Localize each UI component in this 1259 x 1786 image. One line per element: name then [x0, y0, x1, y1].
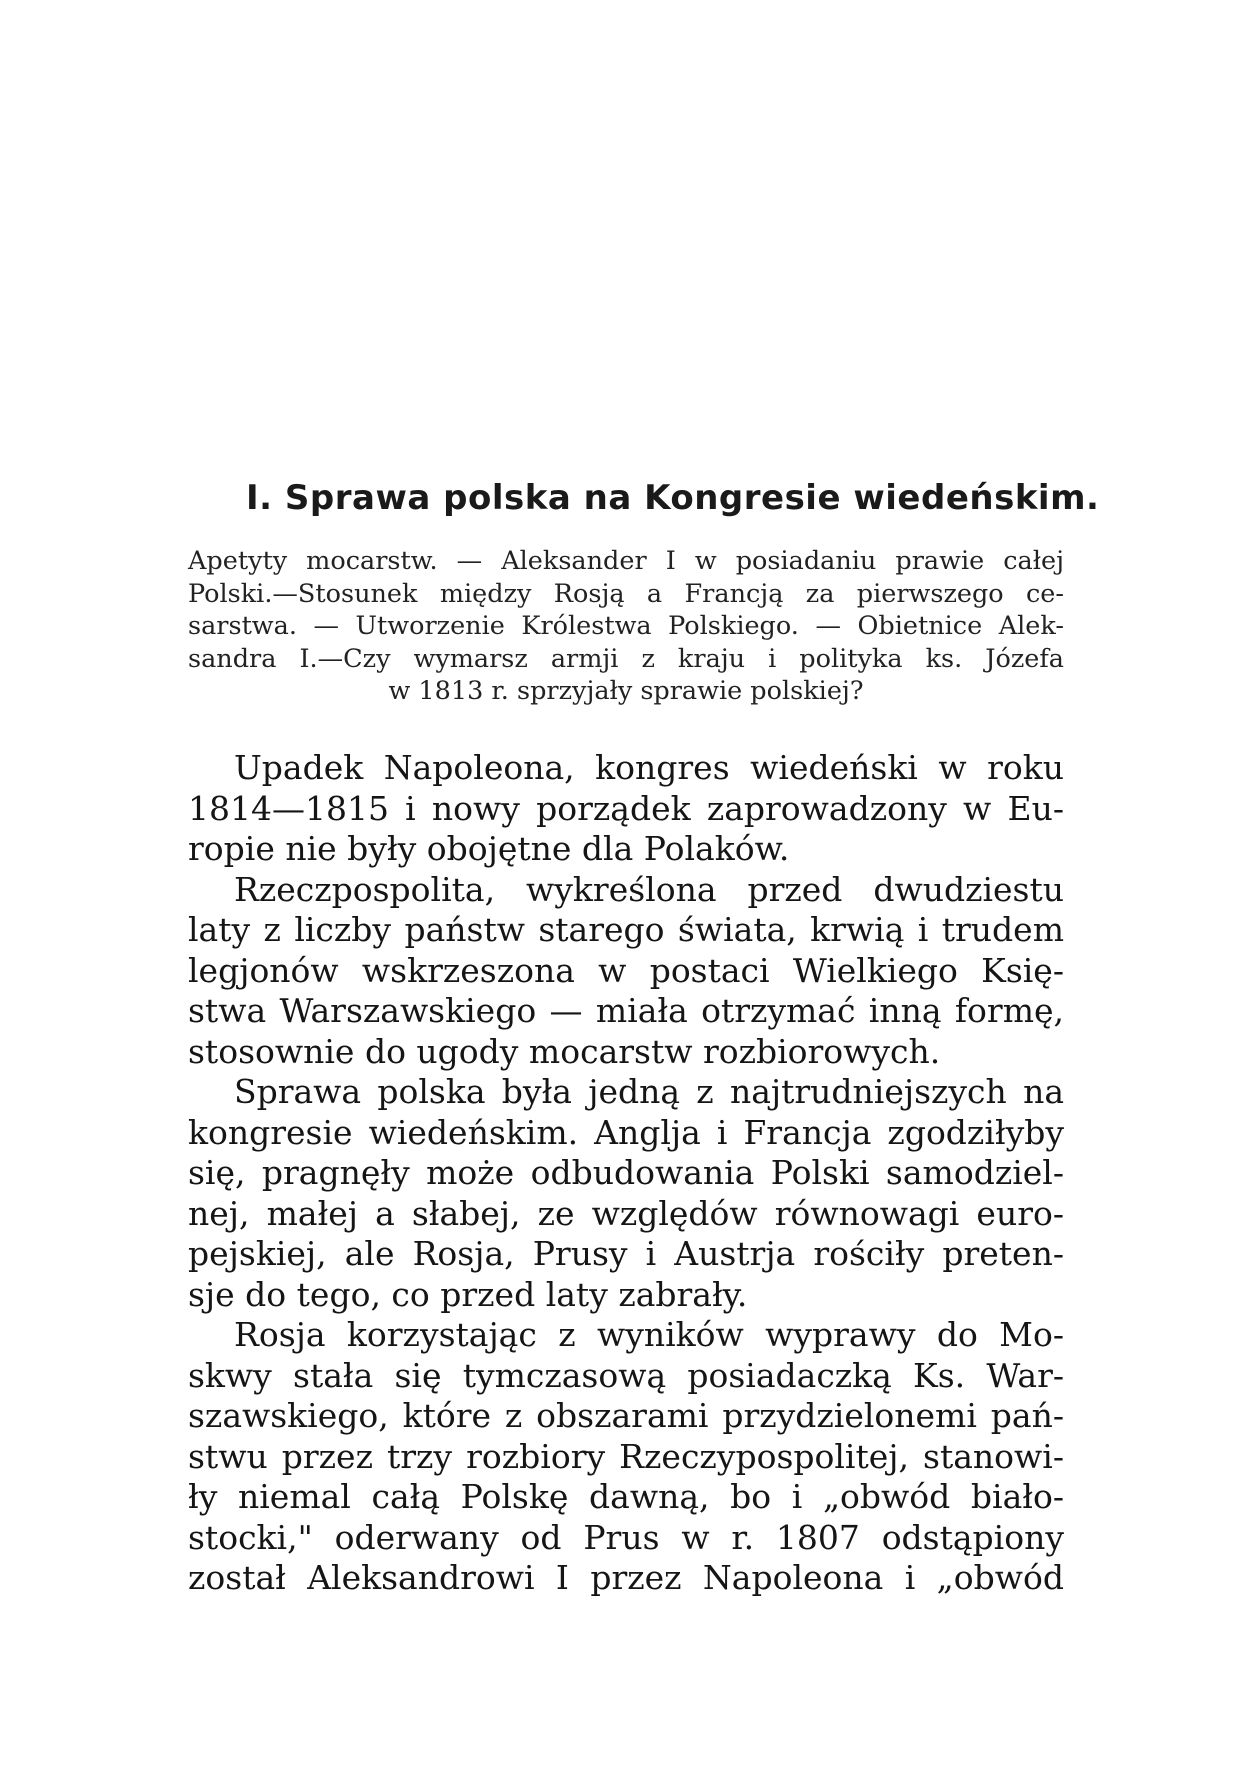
text-line: ły niemal całą Polskę dawną, bo i „obwód biało- — [188, 1477, 1064, 1516]
text-line: kongresie wiedeńskim. Anglja i Francja zgodziłyby — [188, 1112, 1064, 1152]
chapter-title: I. Sprawa polska na Kongresie wiedeńskim. — [246, 478, 1100, 518]
text-line: sje do tego, co przed laty zabrały. — [188, 1274, 748, 1314]
text-line: Upadek Napoleona, kongres wiedeński w roku — [234, 748, 1064, 787]
text-line: Rzeczpospolita, wykreślona przed dwudziestu — [234, 869, 1064, 909]
text-line: szawskiego, które z obszarami przydzielonemi pań- — [188, 1396, 1064, 1435]
text-line: Rosja korzystając z wyników wyprawy do Mo- — [234, 1315, 1064, 1354]
text-line: został Aleksandrowi I przez Napoleona i „obwód — [188, 1558, 1064, 1597]
summary-line: Apetyty mocarstw. — Aleksander I w posiadaniu prawie całej — [188, 546, 1064, 576]
text-line: się, pragnęły może odbudowania Polski samodziel- — [188, 1153, 1064, 1192]
summary-line: sarstwa. — Utworzenie Królestwa Polskiego. — Obietnice Alek- — [188, 611, 1064, 641]
chapter-summary — [188, 545, 1064, 708]
summary-line: Polski.—Stosunek między Rosją a Francją za pierwszego ce- — [188, 578, 1064, 609]
text-line: pejskiej, ale Rosja, Prusy i Austrja rościły preten- — [188, 1234, 1064, 1273]
text-line: 1814—1815 i nowy porządek zaprowadzony w Eu- — [188, 788, 1064, 828]
text-line: skwy stała się tymczasową posiadaczką Ks. War- — [188, 1355, 1064, 1395]
text-line: legjonów wskrzeszona w postaci Wielkiego Księ- — [188, 950, 1064, 990]
text-line: ropie nie były obojętne dla Polaków. — [188, 829, 790, 868]
text-line: stosownie do ugody mocarstw rozbiorowych. — [188, 1031, 941, 1071]
text-line: laty z liczby państw starego świata, krwią i trudem — [188, 910, 1064, 949]
summary-line: w 1813 r. sprzyjały sprawie polskiej? — [388, 676, 864, 706]
text-line: stwu przez trzy rozbiory Rzeczypospolitej, stanowi- — [188, 1436, 1064, 1476]
text-line: stocki," oderwany od Prus w r. 1807 odstąpiony — [188, 1517, 1064, 1557]
body-text — [188, 748, 1064, 1599]
text-line: Sprawa polska była jedną z najtrudniejszych na — [234, 1072, 1064, 1111]
text-line: stwa Warszawskiego — miała otrzymać inną formę, — [188, 991, 1064, 1030]
text-line: nej, małej a słabej, ze względów równowagi euro- — [188, 1193, 1064, 1233]
summary-line: sandra I.—Czy wymarsz armji z kraju i polityka ks. Józefa — [188, 643, 1064, 674]
